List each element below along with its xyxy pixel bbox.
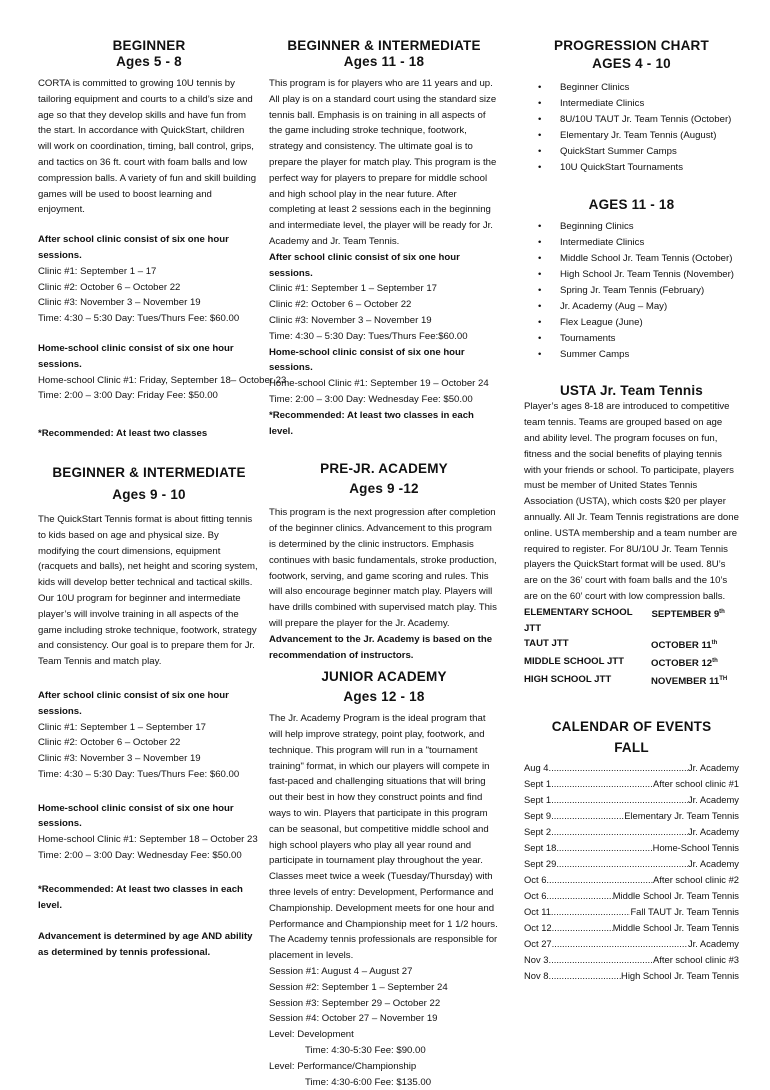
intermediate-home-clinic: Home-school Clinic #1: September 19 – October 24 [269,378,489,390]
intermediate-home-time: Time: 2:00 – 3:00 Day: Wednesday Fee: $50.00 [269,393,473,405]
jtt-row [524,636,739,654]
beginner-home-clinic: Home-school Clinic #1: Friday, September 18– October 23 [38,374,287,386]
jtt-name: TAUT JTT [524,638,569,650]
prejr-advancement: Advancement to the Jr. Academy is based on the recommendation of instructors. [269,633,493,661]
intermediate-clinic-1: Clinic #1: September 1 – September 17 [269,283,437,295]
calendar-event: Sept 2 ..... Jr. Academy [524,824,739,840]
intermediate-desc: This program is for players who are 11 years and up. All play is on a standard court using the standard size tennis ball. Emphasis is on training in all aspects of the game including stroke technique, footwork, strategy and consistency. The ultimate goal is to prepare the player for match play. This program is the perfect way for players to prepare for middle school and high school play in the near future. After completing at least 2 sessions each in the beginning and intermediate level, the player will be ready for Jr. Academy and Jr. Team Tennis. [269,78,497,247]
calendar-event: Oct 12 ..... Middle School Jr. Team Tennis [524,920,739,936]
list-item: • Intermediate Clinics [524,96,739,112]
beginner-clinic-2: Clinic #2: October 6 – October 22 [38,281,181,293]
junior-performance-time: Time: 4:30-6:00 Fee: $135.00 [305,1076,432,1088]
jtt-date: SEPTEMBER 9 [651,608,720,620]
list-item: • Summer Camps [524,347,739,363]
beginner-time: Time: 4:30 – 5:30 Day: Tues/Thurs Fee: $60.00 [38,313,240,325]
calendar-event: Aug 4 ..... Jr. Academy [524,760,739,776]
beginner-home-time: Time: 2:00 – 3:00 Day: Friday Fee: $50.00 [38,390,218,402]
column-middle [269,38,499,1090]
begint-recommended: *Recommended: At least two classes in each level. [38,883,243,911]
list-item: • Middle School Jr. Team Tennis (October) [524,251,739,267]
begint-after-heading: After school clinic consist of six one hour sessions. [38,689,229,717]
jtt-row [524,672,739,690]
list-item: • Flex League (June) [524,315,739,331]
prejr-title: PRE-JR. ACADEMY [320,461,448,477]
prejr-ages: Ages 9 -12 [349,481,419,497]
junior-development-time: Time: 4:30-5:30 Fee: $90.00 [305,1045,426,1057]
calendar-event: Sept 18 ..... Home-School Tennis [524,840,739,856]
list-item: • Beginning Clinics [524,219,739,235]
begint-title: BEGINNER & INTERMEDIATE [52,464,246,480]
begint-ages: Ages 9 - 10 [112,486,186,502]
progression-list-11-18 [524,219,739,364]
usta-desc: Player’s ages 8-18 are introduced to competitive team tennis. Teams are grouped based on age and ability level. The program focuses on fun, fitness and the social benefits of playing tennis with your friends or school. To participate, players must be member of United States Tennis Association (USTA), which costs $20 per player annually. All Jr. Team Tennis registrations are done online. USTA membership and a team number are required to register. For 8U/10U Jr. Team Tennis players the QuickStart format will be used. 8U’s are on the 36’ court with foam balls and the 10’s are on the 60’ court with low compression balls. [524,401,739,602]
jtt-name: HIGH SCHOOL JTT [524,674,612,686]
jtt-date-suffix: th [711,640,718,647]
column-right [524,38,739,984]
list-item: • Elementary Jr. Team Tennis (August) [524,128,739,144]
list-item: • Intermediate Clinics [524,235,739,251]
beginner-desc: CORTA is committed to growing 10U tennis by tailoring equipment and courts to a child’s size and age so that they develop skills and have fun from the start. In accordance with QuickStart, children will work on coordination, timing, ball control, grips, and tactics on 36 ft. court with foam balls and low compression balls. A variety of fun and skill building games will be used to boost learning and enjoyment. [38,78,257,216]
list-item: • QuickStart Summer Camps [524,144,739,160]
jtt-date: OCTOBER 12 [651,658,713,670]
list-item: • 8U/10U TAUT Jr. Team Tennis (October) [524,112,739,128]
jtt-name: MIDDLE SCHOOL JTT [524,656,625,668]
calendar-event: Nov 3 ..... After school clinic #3 [524,952,739,968]
calendar-event: Sept 1 ..... Jr. Academy [524,792,739,808]
column-left [38,38,287,961]
beginner-ages: Ages 5 - 8 [116,54,182,69]
begint-home-heading: Home-school clinic consist of six one hour sessions. [38,802,234,830]
junior-session-4: Session #4: October 27 – November 19 [269,1013,438,1025]
jtt-row [524,605,739,637]
progression-ages-4-10: AGES 4 - 10 [592,56,671,71]
list-item: • Spring Jr. Team Tennis (February) [524,283,739,299]
calendar-event: Oct 6 ..... After school clinic #2 [524,872,739,888]
junior-level-performance: Level: Performance/Championship [269,1060,417,1072]
junior-session-3: Session #3: September 29 – October 22 [269,997,441,1009]
beginner-title: BEGINNER [112,38,186,53]
begint-home-time: Time: 2:00 – 3:00 Day: Wednesday Fee: $50.00 [38,850,242,862]
list-item: • 10U QuickStart Tournaments [524,160,739,176]
list-item: • Beginner Clinics [524,80,739,96]
progression-ages-11-18: AGES 11 - 18 [588,196,675,212]
calendar-season: FALL [614,740,649,756]
junior-title: JUNIOR ACADEMY [321,669,447,685]
list-item: • High School Jr. Team Tennis (November) [524,267,739,283]
jtt-date-suffix: TH [719,676,728,683]
calendar-event: Sept 29 ..... Jr. Academy [524,856,739,872]
junior-desc: The Jr. Academy Program is the ideal program that will help improve strategy, point play, footwork, and technique. This program will run in a "tournament training" format, in which our players will compete in fast-paced and challenging situations that will bring out their best in how they construct points and find ways to win. Players that participate in this program can be seasonal, but competitive middle school and high school players who play all year round and participate in tournament play throughout the year. Classes meet twice a week (Tuesday/Thursday) with three levels of entry: Development, Performance and Championship. Development meets for one hour and Performance and Championship meet for 1 1/2 hours. The Academy tennis professionals are responsible for placement in levels. [269,713,498,962]
intermediate-home-heading: Home-school clinic consist of six one hour sessions. [269,346,465,374]
intermediate-recommended: *Recommended: At least two classes in each level. [269,409,474,437]
beginner-recommended: *Recommended: At least two classes [38,428,208,440]
calendar-event: Sept 9 ..... Elementary Jr. Team Tennis [524,808,739,824]
intermediate-time: Time: 4:30 – 5:30 Day: Tues/Thurs Fee:$60.00 [269,330,468,342]
begint-clinic-3: Clinic #3: November 3 – November 19 [38,753,201,765]
calendar-event: Oct 27 ..... Jr. Academy [524,936,739,952]
begint-clinic-2: Clinic #2: October 6 – October 22 [38,737,181,749]
calendar-title: CALENDAR OF EVENTS [551,719,712,735]
junior-session-2: Session #2: September 1 – September 24 [269,981,448,993]
intermediate-title: BEGINNER & INTERMEDIATE [287,38,481,53]
junior-session-1: Session #1: August 4 – August 27 [269,966,413,978]
beginner-home-heading: Home-school clinic consist of six one hour sessions. [38,342,234,370]
jtt-name: ELEMENTARY SCHOOL JTT [524,606,633,634]
jtt-date-suffix: th [719,608,725,615]
begint-time: Time: 4:30 – 5:30 Day: Tues/Thurs Fee: $60.00 [38,768,240,780]
intermediate-clinic-3: Clinic #3: November 3 – November 19 [269,314,432,326]
calendar-event: Oct 6 ..... Middle School Jr. Team Tennis [524,888,739,904]
jtt-date-suffix: th [712,658,718,665]
beginner-after-heading: After school clinic consist of six one hour sessions. [38,234,229,261]
prejr-desc: This program is the next progression after completion of the beginner clinics. Advancement to this program is determined by the clinic instructors. Emphasis continues with basic fundamentals, stroke production, footwork, serving, and game scoring and rules. This will also encourage beginner match play. Players will have drills combined with supervised match play. This will prepare the player for the Jr. Academy. [269,507,497,629]
jtt-date: NOVEMBER 11 [651,676,720,688]
junior-ages: Ages 12 - 18 [343,689,425,705]
progression-list-4-10 [524,80,739,177]
jtt-date: OCTOBER 11 [651,640,712,652]
progression-title: PROGRESSION CHART [554,38,709,53]
intermediate-after-heading: After school clinic consist of six one hour sessions. [269,251,460,279]
begint-clinic-1: Clinic #1: September 1 – September 17 [38,721,206,733]
begint-home-clinic: Home-school Clinic #1: September 18 – October 23 [38,834,258,846]
junior-level-development: Level: Development [269,1029,354,1041]
list-item: • Jr. Academy (Aug – May) [524,299,739,315]
beginner-clinic-3: Clinic #3: November 3 – November 19 [38,297,201,309]
intermediate-clinic-2: Clinic #2: October 6 – October 22 [269,299,412,311]
usta-title: USTA Jr. Team Tennis [559,383,704,399]
jtt-row [524,654,739,672]
list-item: • Tournaments [524,331,739,347]
calendar-event: Nov 8 ..... High School Jr. Team Tennis [524,968,739,984]
intermediate-ages: Ages 11 - 18 [343,54,425,69]
beginner-clinic-1: Clinic #1: September 1 – 17 [38,265,157,277]
begint-desc: The QuickStart Tennis format is about fitting tennis to kids based on age and physical size. By modifying the court dimensions, equipment (racquets and balls), net height and scoring system, kids will develop better technical and tactical skills. Our 10U program for beginner and intermediate player’s will involve training in all aspects of the game including stroke technique, footwork, strategy and consistency. Our goal is to prepare them for Jr. Team Tennis and match play. [38,513,258,668]
calendar-event: Sept 1 ..... After school clinic #1 [524,776,739,792]
begint-advancement: Advancement is determined by age AND ability as determined by tennis professional. [38,931,253,959]
calendar-event: Oct 11 ..... Fall TAUT Jr. Team Tennis [524,904,739,920]
calendar-list [524,760,739,984]
